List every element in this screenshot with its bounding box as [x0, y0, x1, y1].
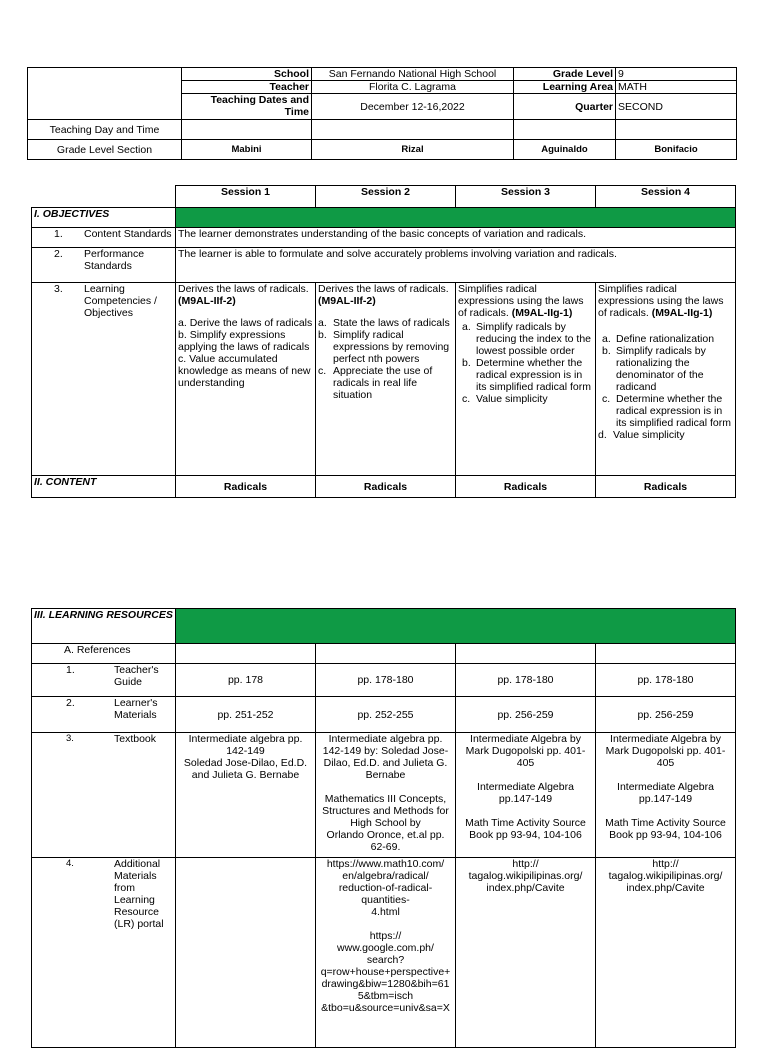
objective-item-marker: a.: [462, 321, 471, 333]
session-2-objectives: [316, 283, 456, 476]
content-standards-text: The learner demonstrates understanding of the basic concepts of variation and radicals.: [176, 228, 736, 248]
objective-item: [318, 329, 453, 365]
sessions-corner: [32, 186, 176, 208]
objective-item-marker: c.: [318, 365, 327, 377]
day-time-cell-4: [616, 120, 737, 140]
ps-num: 2.: [54, 248, 63, 260]
teachers-guide-2: pp. 178-180: [316, 664, 456, 697]
objective-item: [178, 329, 313, 353]
references-cell-4: [596, 644, 736, 664]
content-heading: II. CONTENT: [32, 476, 176, 498]
learners-materials-1: pp. 251-252: [176, 697, 316, 733]
additional-materials-label-cell: [32, 858, 176, 1048]
session-1-objectives: [176, 283, 316, 476]
s4-intro: Simplifies radical expressions using the laws of radicals.: [598, 283, 724, 319]
learners-materials-2: pp. 252-255: [316, 697, 456, 733]
tb-label: Textbook: [114, 733, 157, 745]
objective-item-text: Simplify radicals by reducing the index to the lowest possible order: [476, 321, 591, 357]
objective-item-text: Simplify radical expressions by removing perfect nth powers: [333, 329, 450, 365]
textbook-2: Intermediate algebra pp. 142-149 by: Soledad Jose-Dilao, Ed.D. and Julieta G. Bernabe Mathematics III Concepts, Structures and Methods for High School by Orlando Oronce, et.al pp. 62-69.: [316, 733, 456, 858]
section-label: Grade Level Section: [28, 140, 182, 160]
s1-items: [178, 317, 313, 389]
objective-item-marker: b.: [178, 329, 187, 341]
references-text: A. References: [64, 644, 131, 656]
lc-num: 3.: [54, 283, 63, 295]
objective-item: [318, 317, 453, 329]
day-time-label: Teaching Day and Time: [28, 120, 182, 140]
teachers-guide-label-cell: [32, 664, 176, 697]
resources-table: [31, 608, 736, 1048]
day-time-cell-3: [514, 120, 616, 140]
objective-item: [598, 393, 733, 429]
grade-level-label: Grade Level: [514, 68, 616, 81]
objective-item: [458, 393, 593, 405]
header-blank-cell: [28, 68, 182, 120]
references-cell-2: [316, 644, 456, 664]
content-session-1: Radicals: [176, 476, 316, 498]
dates-value: December 12-16,2022: [312, 94, 514, 120]
textbook-1: Intermediate algebra pp. 142-149 Soledad Jose-Dilao, Ed.D. and Julieta G. Bernabe: [176, 733, 316, 858]
section-bonifacio: Bonifacio: [616, 140, 737, 160]
day-time-cell-2: [312, 120, 514, 140]
objective-item-text: Derive the laws of radicals: [189, 317, 313, 329]
s3-items: [458, 321, 593, 405]
teachers-guide-3: pp. 178-180: [456, 664, 596, 697]
objective-item: [598, 345, 733, 393]
objective-item: [178, 353, 313, 389]
additional-materials-4: http:// tagalog.wikipilipinas.org/ index.php/Cavite: [596, 858, 736, 1048]
objective-item-marker: c.: [602, 393, 611, 405]
s4-items: [598, 333, 733, 441]
school-value: San Fernando National High School: [312, 68, 514, 81]
learners-materials-4: pp. 256-259: [596, 697, 736, 733]
objective-item-marker: b.: [318, 329, 327, 341]
references-cell-1: [176, 644, 316, 664]
session-2-header: Session 2: [316, 186, 456, 208]
tg-num: 1.: [66, 664, 75, 676]
objective-item: [178, 317, 313, 329]
objective-item-marker: b.: [602, 345, 611, 357]
objective-item-text: Simplify radicals by rationalizing the denominator of the radicand: [616, 345, 706, 393]
textbook-4: Intermediate Algebra by Mark Dugopolski pp. 401-405 Intermediate Algebra pp.147-149 Math Time Activity Source Book pp 93-94, 104-106: [596, 733, 736, 858]
objective-item-text: Determine whether the radical expression is in its simplified radical form: [616, 393, 731, 429]
session-3-header: Session 3: [456, 186, 596, 208]
additional-materials-2: https://www.math10.com/ en/algebra/radical/ reduction-of-radical- quantities- 4.html https:// www.google.com.ph/ search? q=row+house+perspective+ drawing&biw=1280&bih=61 5&tbm=isch &tbo=u&source=univ&sa=X: [316, 858, 456, 1048]
additional-materials-3: http:// tagalog.wikipilipinas.org/ index.php/Cavite: [456, 858, 596, 1048]
competencies-label-cell: [32, 283, 176, 476]
s3-intro: Simplifies radical expressions using the laws of radicals.: [458, 283, 584, 319]
section-rizal: Rizal: [312, 140, 514, 160]
objective-item-text: Appreciate the use of radicals in real life situation: [333, 365, 433, 401]
objective-item-text: Determine whether the radical expression is in its simplified radical form: [476, 357, 591, 393]
objective-item-marker: a.: [178, 317, 187, 329]
content-session-3: Radicals: [456, 476, 596, 498]
session-1-header: Session 1: [176, 186, 316, 208]
objective-item: [458, 321, 593, 357]
resources-heading: III. LEARNING RESOURCES: [32, 609, 176, 644]
ps-label: Performance Standards: [84, 248, 145, 272]
s1-code: (M9AL-IIf-2): [178, 295, 236, 307]
s2-intro: Derives the laws of radicals.: [318, 283, 449, 295]
am-label: Additional Materials from Learning Resource (LR) portal: [114, 858, 164, 930]
quarter-value: SECOND: [616, 94, 737, 120]
tg-label: Teacher's Guide: [114, 664, 159, 688]
learners-materials-label-cell: [32, 697, 176, 733]
section-aguinaldo: Aguinaldo: [514, 140, 616, 160]
content-standards-label-cell: [32, 228, 176, 248]
section-mabini: Mabini: [182, 140, 312, 160]
learning-area-value: MATH: [616, 81, 737, 94]
teachers-guide-4: pp. 178-180: [596, 664, 736, 697]
objective-item-marker: c.: [178, 353, 187, 365]
content-session-4: Radicals: [596, 476, 736, 498]
learning-area-label: Learning Area: [514, 81, 616, 94]
teacher-label: Teacher: [182, 81, 312, 94]
lm-label: Learner's Materials: [114, 697, 158, 721]
s3-code: (M9AL-IIg-1): [511, 307, 573, 319]
objective-item-text: Value accumulated knowledge as means of new understanding: [178, 353, 311, 389]
references-label: [32, 644, 176, 664]
session-3-objectives: [456, 283, 596, 476]
header-table: [27, 67, 737, 160]
lm-num: 2.: [66, 697, 75, 709]
objectives-table: [31, 185, 736, 498]
session-4-objectives: [596, 283, 736, 476]
am-num: 4.: [66, 858, 74, 869]
textbook-label-cell: [32, 733, 176, 858]
day-time-cell-1: [182, 120, 312, 140]
objective-item-text: State the laws of radicals: [333, 317, 450, 329]
textbook-3: Intermediate Algebra by Mark Dugopolski pp. 401-405 Intermediate Algebra pp.147-149 Math Time Activity Source Book pp 93-94, 104-106: [456, 733, 596, 858]
objectives-green-bar: [176, 208, 736, 228]
session-4-header: Session 4: [596, 186, 736, 208]
objective-item-text: Value simplicity: [476, 393, 548, 405]
performance-text: The learner is able to formulate and solve accurately problems involving variation and radicals.: [176, 248, 736, 283]
s4-code: (M9AL-IIg-1): [651, 307, 713, 319]
content-session-2: Radicals: [316, 476, 456, 498]
performance-label-cell: [32, 248, 176, 283]
s2-code: (M9AL-IIf-2): [318, 295, 376, 307]
s1-intro: Derives the laws of radicals.: [178, 283, 309, 295]
s2-items: [318, 317, 453, 401]
resources-green-bar: [176, 609, 736, 644]
objective-item-marker: a.: [318, 317, 327, 329]
lc-label: Learning Competencies / Objectives: [84, 283, 157, 319]
objective-item-marker: b.: [462, 357, 471, 369]
objective-item-text: Value simplicity: [613, 429, 685, 441]
learners-materials-3: pp. 256-259: [456, 697, 596, 733]
teachers-guide-1: pp. 178: [176, 664, 316, 697]
objective-item-text: Define rationalization: [616, 333, 715, 345]
teacher-value: Florita C. Lagrama: [312, 81, 514, 94]
cs-label: Content Standards: [84, 228, 172, 240]
school-label: School: [182, 68, 312, 81]
objective-item-text: Simplify expressions applying the laws of radicals: [178, 329, 310, 353]
additional-materials-1: [176, 858, 316, 1048]
objectives-heading: I. OBJECTIVES: [32, 208, 176, 228]
grade-level-value: 9: [616, 68, 737, 81]
references-cell-3: [456, 644, 596, 664]
objective-item: [318, 365, 453, 401]
objective-item: [598, 429, 733, 441]
cs-num: 1.: [54, 228, 63, 240]
quarter-label: Quarter: [514, 94, 616, 120]
objective-item: [598, 333, 733, 345]
objective-item: [458, 357, 593, 393]
objective-item-marker: a.: [602, 333, 611, 345]
objective-item-marker: c.: [462, 393, 471, 405]
dates-label: Teaching Dates and Time: [182, 94, 312, 120]
objective-item-marker: d.: [598, 429, 607, 441]
tb-num: 3.: [66, 733, 74, 744]
